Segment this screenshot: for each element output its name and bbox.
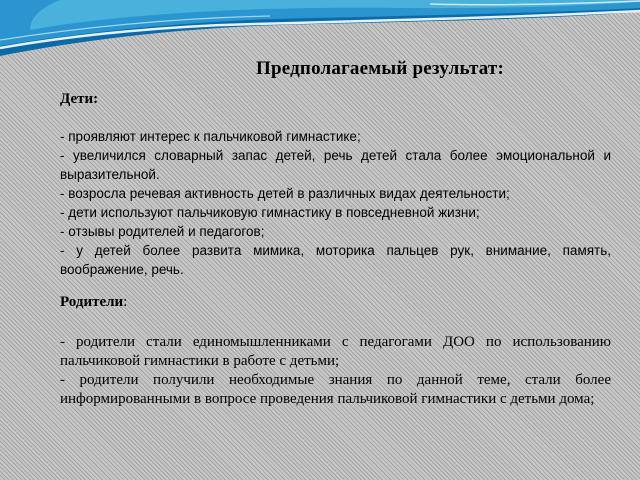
decorative-wave-banner [0,0,640,60]
list-item: - дети используют пальчиковую гимнастику в повседневной жизни; [60,205,480,220]
list-item: - увеличился словарный запас детей, речь детей стала более эмоциональной и выразительной. [60,148,611,182]
children-results-list [60,127,611,279]
list-item: - проявляют интерес к пальчиковой гимнастике; [60,129,361,144]
list-item: - родители получили необходимые знания по данной теме, стали более информированными в вопросе проведения пальчиковой гимнастики с детьми дома; [60,372,611,407]
list-item: - родители стали единомышленниками с педагогами ДОО по использованию пальчиковой гимнастики в работе с детьми; [60,334,611,369]
list-item: - возросла речевая активность детей в различных видах деятельности; [60,186,510,201]
content-body [60,90,611,409]
parents-results-list [60,333,611,409]
children-heading: Дети: [60,91,99,107]
list-item: - у детей более развита мимика, моторика пальцев рук, внимание, память, воображение, речь. [60,243,611,277]
parents-heading-colon: : [123,294,128,310]
slide-title: Предполагаемый результат: [255,58,504,79]
parents-heading-label: Родители [60,294,124,310]
list-item: - отзывы родителей и педагогов; [60,224,265,239]
parents-heading [60,293,611,312]
